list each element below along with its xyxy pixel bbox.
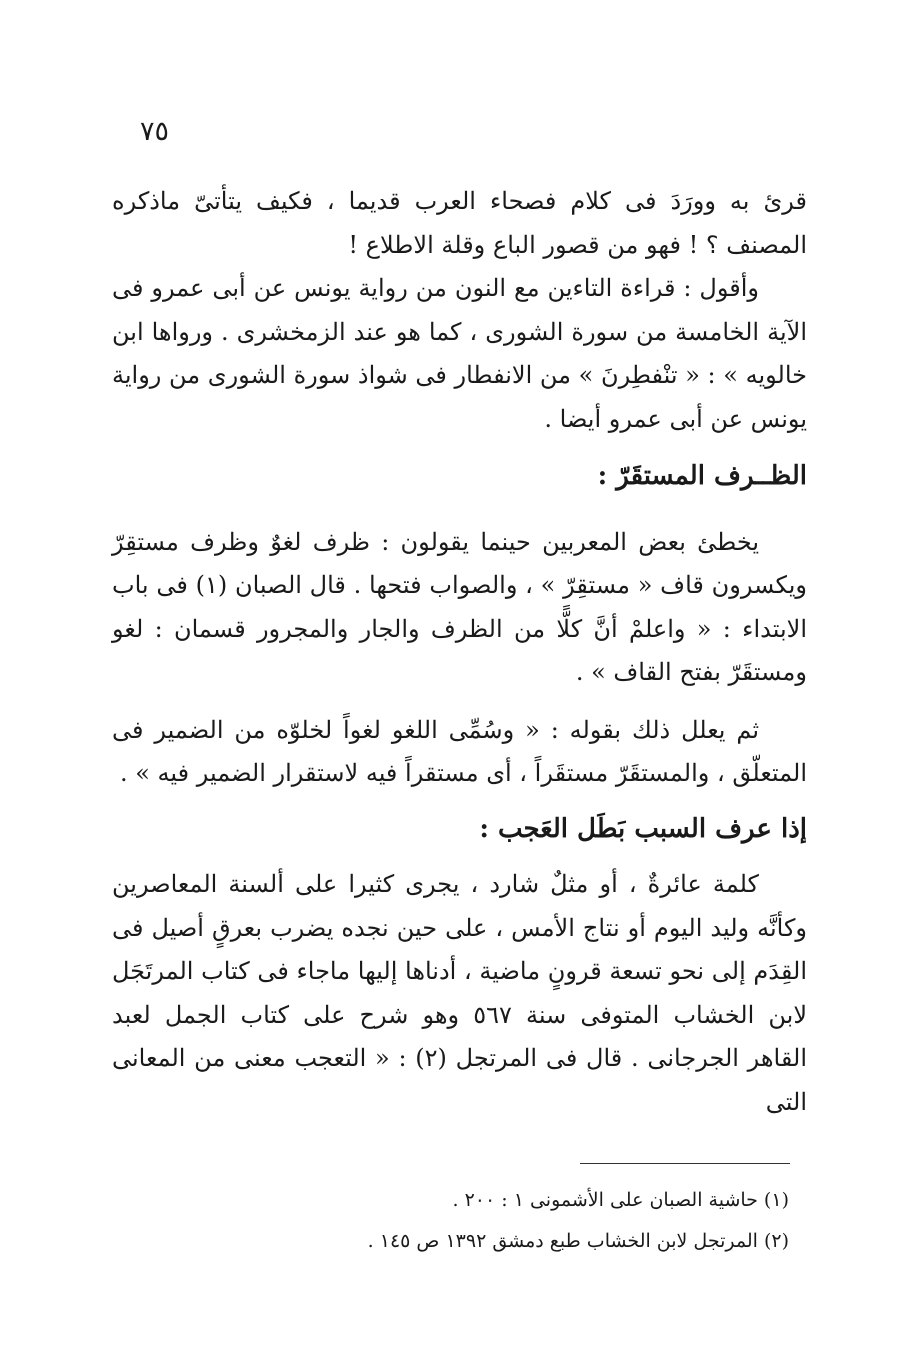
main-text-body bbox=[112, 180, 807, 1124]
paragraph-3: يخطئ بعض المعربين حينما يقولون : ظرف لغوٌ وظرف مستقِرّ ويكسرون قاف « مستقِرّ » ، والصواب فتحها . قال الصبان (١) فى باب الابتداء : « واعلمْ أنَّ كلًّا من الظرف والجار والمجرور قسمان : لغو ومستقَرّ بفتح القاف » . bbox=[112, 527, 807, 686]
footnote-1: (١) حاشية الصبان على الأشمونى ١ : ٢٠٠ . bbox=[452, 1189, 789, 1211]
section-heading-2: إذا عرف السبب بَطَل العَجب : bbox=[479, 813, 807, 844]
paragraph-5: كلمة عائرةٌ ، أو مثلٌ شارد ، يجرى كثيرا على ألسنة المعاصرين وكأنَّه وليد اليوم أو نتاج الأمس ، على حين نجده يضرب بعرقٍ أصيل فى القِدَم إلى نحو تسعة قرونٍ ماضية ، أدناها إليها ماجاء فى كتاب المرتَجَل لابن الخشاب المتوفى سنة ٥٦٧ وهو شرح على كتاب الجمل لعبد القاهر الجرجانى . قال فى المرتجل (٢) : « التعجب معنى من المعانى التى bbox=[112, 870, 808, 1116]
footnote-2: (٢) المرتجل لابن الخشاب طبع دمشق ١٣٩٢ ص ١٤٥ . bbox=[367, 1230, 789, 1252]
paragraph-2: وأقول : قراءة التاءين مع النون من رواية يونس عن أبى عمرو فى الآية الخامسة من سورة الشورى ، كما هو عند الزمخشرى . ورواها ابن خالويه » : « تنْفطِرنَ » من الانفطار فى شواذ سورة الشورى من رواية يونس عن أبى عمرو أيضا . bbox=[112, 274, 807, 433]
paragraph-1: قرئ به وورَدَ فى كلام فصحاء العرب قديما ، فكيف يتأتىّ ماذكره المصنف ؟ ! فهو من قصور الباع وقلة الاطلاع ! bbox=[112, 187, 807, 259]
footnote-divider bbox=[580, 1163, 790, 1164]
page-number: ٧٥ bbox=[140, 116, 170, 147]
footnotes bbox=[368, 1180, 789, 1262]
paragraph-4: ثم يعلل ذلك بقوله : « وسُمِّى اللغو لغواً لخلوّه من الضمير فى المتعلّق ، والمستقَرّ مستقَراً ، أى مستقراً فيه لاستقرار الضمير فيه » . bbox=[112, 715, 807, 787]
section-heading-1: الظــرف المستقَرّ : bbox=[597, 461, 807, 491]
